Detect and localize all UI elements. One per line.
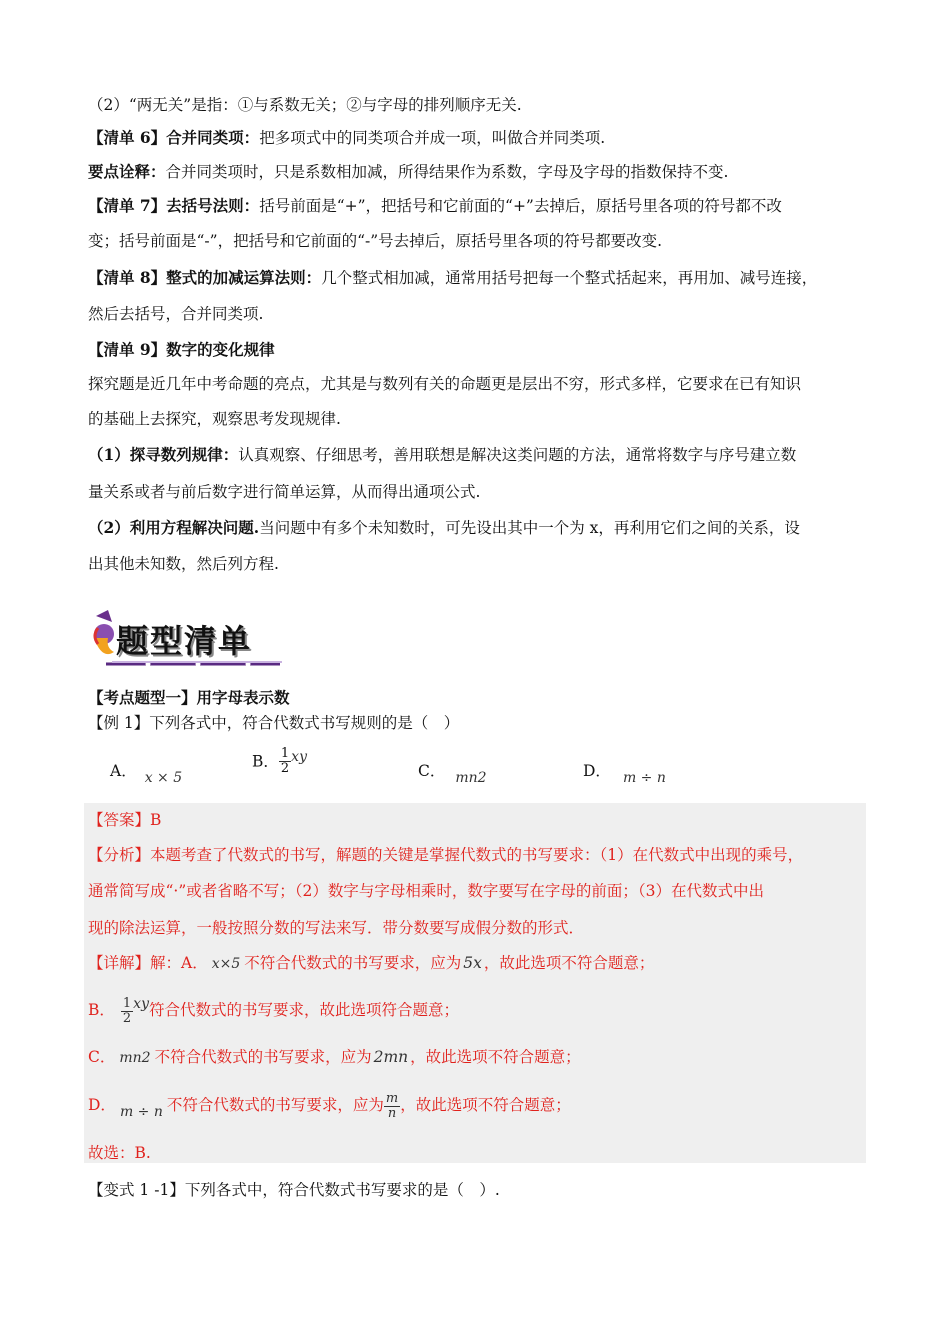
option-b-label: B． (252, 752, 279, 771)
option-b-num: 1 (280, 746, 290, 761)
detail-d-num: m (385, 1090, 399, 1106)
conclusion: 故选：B. (88, 1144, 151, 1162)
list-6-head: 【清单 6】合并同类项： (88, 128, 260, 147)
section-heading: 【考点题型一】用字母表示数 (88, 688, 290, 707)
detail-a (88, 953, 878, 974)
list-7-cont: 变；括号前面是“-”，把括号和它前面的“-”号去掉后，原括号里各项的符号都要改变. (88, 232, 663, 250)
detail-b-fraction (121, 997, 133, 1026)
detail-b-text: 符合代数式的书写要求，故此选项符合题意； (148, 1001, 459, 1019)
example-1: 【例 1】下列各式中，符合代数式书写规则的是（ ） (88, 714, 460, 732)
list-6-body: 把多项式中的同类项合并成一项，叫做合并同类项. (259, 129, 606, 147)
rule-equation-body: 当问题中有多个未知数时，可先设出其中一个为 x，再利用它们之间的关系，设 (259, 519, 800, 537)
rule-equation (88, 518, 878, 538)
list-9-intro-cont: 的基础上去探究，观察思考发现规律. (88, 410, 341, 428)
detail-a-mid: 不符合代数式的书写要求，应为 (244, 954, 462, 972)
detail-d-expr: m ÷ n (119, 1104, 163, 1120)
analysis-line-2: 通常简写成“·”或者省略不写；（2）数字与字母相乘时，数字要写在字母的前面；（3）在代数式中出 (88, 882, 765, 900)
detail-b-tail: xy (133, 996, 149, 1012)
list-8 (88, 268, 878, 288)
rule-sequence-head: （1）探寻数列规律： (88, 445, 239, 464)
option-b-tail: xy (291, 749, 307, 765)
banner-title: 题型清单 (116, 622, 253, 660)
detail-d-den: n (387, 1105, 397, 1121)
list-7-head: 【清单 7】去括号法则： (88, 196, 260, 215)
detail-c (88, 1047, 878, 1068)
option-a (110, 761, 183, 786)
rule-sequence (88, 445, 878, 465)
detail-c-expr: mn2 (119, 1050, 151, 1066)
option-c-expr: mn2 (455, 770, 487, 786)
detail-b-num: 1 (122, 995, 132, 1011)
detail-d-end: ，故此选项不符合题意； (400, 1096, 571, 1114)
detail-d-mid: 不符合代数式的书写要求，应为 (166, 1096, 384, 1114)
list-8-head: 【清单 8】整式的加减运算法则： (88, 268, 322, 287)
detail-a-expr: x×5 (211, 956, 241, 972)
list-6 (88, 128, 878, 148)
detail-c-mid: 不符合代数式的书写要求，应为 (154, 1048, 372, 1066)
detail-b (88, 990, 878, 1030)
list-7 (88, 196, 878, 216)
option-a-expr: x × 5 (144, 770, 183, 786)
list-9-intro: 探究题是近几年中考命题的亮点，尤其是与数列有关的命题更是层出不穷，形式多样，它要求在已有知识 (88, 375, 802, 393)
detail-a-fix: 5x (463, 954, 482, 972)
detail-head: 【详解】解：A． (88, 954, 208, 972)
option-b-den: 2 (280, 761, 290, 776)
option-b-fraction (279, 747, 291, 776)
option-b (252, 747, 307, 787)
detail-c-label: C． (88, 1048, 116, 1066)
detail-a-end: ，故此选项不符合题意； (483, 954, 655, 972)
option-c-label: C． (418, 762, 446, 780)
detail-c-fix: 2mn (373, 1048, 409, 1066)
two-irrelevant-note: （2）“两无关”是指：①与系数无关；②与字母的排列顺序无关. (88, 96, 522, 114)
detail-d (88, 1083, 878, 1127)
variant-1-1: 【变式 1 -1】下列各式中，符合代数式书写要求的是（ ）. (88, 1181, 500, 1199)
key-points (88, 162, 878, 182)
rule-equation-cont: 出其他未知数，然后列方程. (88, 555, 279, 573)
analysis-line-3: 现的除法运算，一般按照分数的写法来写．带分数要写成假分数的形式． (88, 919, 585, 937)
option-c (418, 761, 487, 786)
detail-c-end: ，故此选项不符合题意； (410, 1048, 581, 1066)
list-8-body: 几个整式相加减，通常用括号把每一个整式括起来，再用加、减号连接， (321, 269, 818, 287)
detail-b-den: 2 (122, 1010, 132, 1026)
rule-sequence-cont: 量关系或者与前后数字进行简单运算，从而得出通项公式. (88, 483, 481, 501)
answer-line: 【答案】B (88, 811, 162, 829)
option-d-label: D． (583, 762, 611, 780)
option-d-expr: m ÷ n (622, 770, 666, 786)
detail-b-label: B． (88, 1001, 115, 1019)
rule-equation-head: （2）利用方程解决问题. (88, 518, 260, 537)
list-7-body: 括号前面是“+”，把括号和它前面的“+”去掉后，原括号里各项的符号都不改 (259, 197, 782, 215)
key-points-body: 合并同类项时，只是系数相加减，所得结果作为系数，字母及字母的指数保持不变. (165, 163, 729, 181)
detail-d-fraction (384, 1092, 400, 1121)
rule-sequence-body: 认真观察、仔细思考，善用联想是解决这类问题的方法，通常将数字与序号建立数 (238, 446, 797, 464)
question-type-banner (88, 608, 288, 674)
detail-d-label: D． (88, 1096, 116, 1114)
analysis-line-1: 【分析】本题考查了代数式的书写，解题的关键是掌握代数式的书写要求：（1）在代数式中出现的乘号， (88, 846, 804, 864)
list-8-cont: 然后去括号，合并同类项. (88, 305, 264, 323)
key-points-head: 要点诠释： (88, 162, 166, 181)
option-d (583, 761, 666, 786)
option-a-label: A． (110, 762, 137, 780)
list-9-head: 【清单 9】数字的变化规律 (88, 340, 275, 359)
